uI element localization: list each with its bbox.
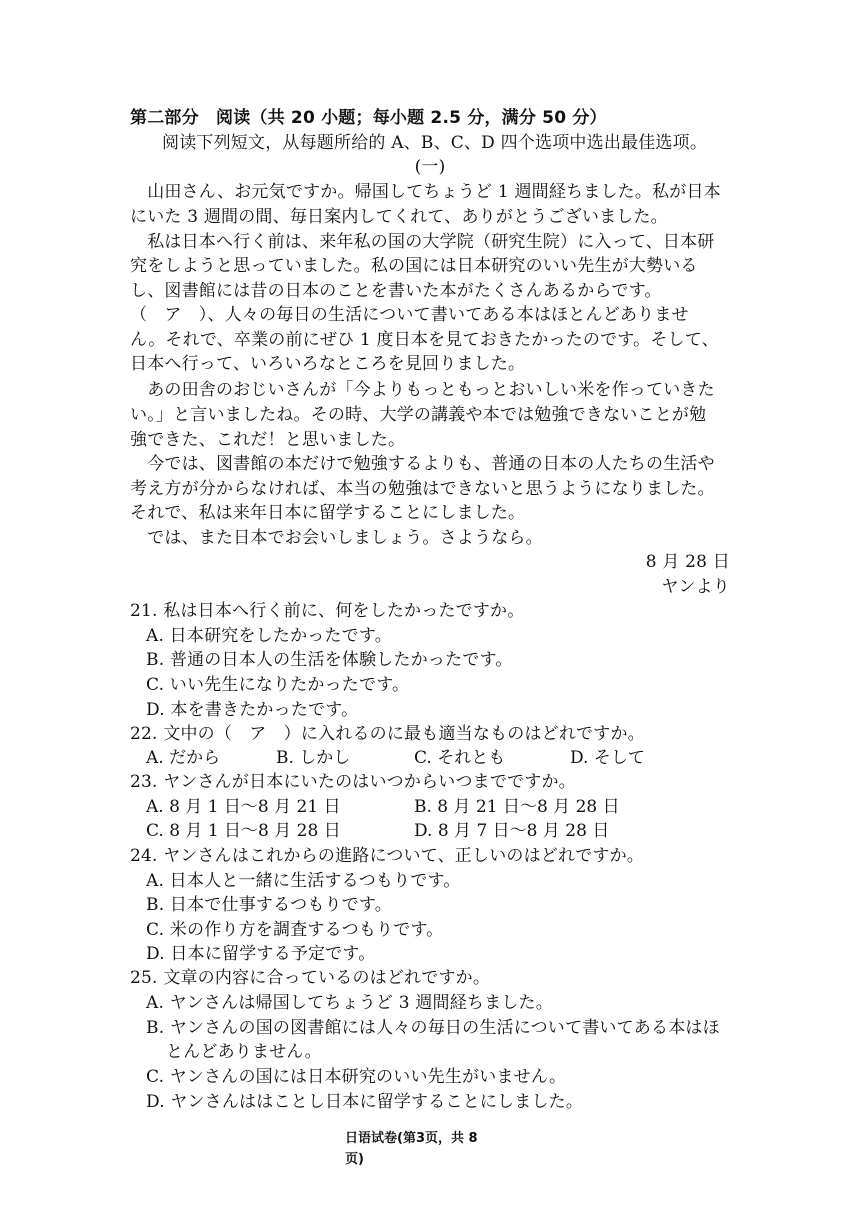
- question-21-stem: 21. 私は日本へ行く前に、何をしたかったですか。: [130, 601, 525, 621]
- passage-line: い。」と言いましたね。その時、大学の講義や本では勉強できないことが勉: [130, 405, 707, 425]
- question-24-option-c: C. 米の作り方を調査するつもりです。: [146, 920, 444, 940]
- question-24-stem: 24. ヤンさんはこれからの進路について、正しいのはどれですか。: [130, 846, 644, 866]
- question-23-option-a: A. 8 月 1 日～8 月 21 日: [146, 797, 341, 817]
- passage-line: （ ア ）、人々の毎日の生活について書いてある本はほとんどありませ: [130, 305, 689, 325]
- question-25-option-a: A. ヤンさんは帰国してちょうど 3 週間経ちました。: [146, 993, 553, 1013]
- passage-line: では、また日本でお会いしましょう。さようなら。: [130, 528, 543, 548]
- question-25-option-d: D. ヤンさんははことし日本に留学することにしました。: [146, 1092, 584, 1112]
- passage-line: にいた 3 週間の間、毎日案内してくれて、ありがとうございました。: [130, 207, 668, 227]
- letter-signature: ヤンより: [661, 577, 730, 597]
- page-footer-line-2: 页): [345, 1152, 364, 1167]
- section-heading: 第二部分 阅读（共 20 小题；每小题 2.5 分，满分 50 分）: [130, 108, 607, 128]
- question-22-option-d: D. そして: [570, 748, 645, 768]
- question-21-option-d: D. 本を書きたかったです。: [146, 700, 359, 720]
- question-25-option-b: B. ヤンさんの国の図書館には人々の毎日の生活について書いてある本はほ: [146, 1018, 720, 1038]
- question-25-option-b-continued: とんどありません。: [166, 1042, 322, 1062]
- passage-line: 私は日本へ行く前は、来年私の国の大学院（研究生院）に入って、日本研: [130, 232, 715, 252]
- question-22-stem: 22. 文中の（ ア ）に入れるのに最も適当なものはどれですか。: [130, 724, 645, 744]
- question-21-option-b: B. 普通の日本人の生活を体験したかったです。: [146, 650, 513, 670]
- question-23-option-b: B. 8 月 21 日～8 月 28 日: [414, 797, 620, 817]
- passage-line: それで、私は来年日本に留学することにしました。: [130, 503, 526, 523]
- section-instruction: 阅读下列短文，从每题所给的 A、B、C、D 四个选项中选出最佳选项。: [162, 133, 708, 153]
- passage-number: (一): [414, 157, 446, 177]
- question-22-option-b: B. しかし: [276, 748, 351, 768]
- passage-line: 日本へ行って、いろいろなところを見回りました。: [130, 354, 526, 374]
- passage-line: 今では、図書館の本だけで勉強するよりも、普通の日本の人たちの生活や: [130, 454, 715, 474]
- question-23-option-c: C. 8 月 1 日～8 月 28 日: [146, 821, 341, 841]
- passage-line: 山田さん、お元気ですか。帰国してちょうど 1 週間経ちました。私が日本: [130, 182, 721, 202]
- question-25-option-c: C. ヤンさんの国には日本研究のいい先生がいません。: [146, 1067, 567, 1087]
- passage-line: し、図書館には昔の日本のことを書いた本がたくさんあるからです。: [130, 281, 662, 301]
- passage-line: あの田舎のおじいさんが「今よりもっともっとおいしい米を作っていきた: [130, 380, 715, 400]
- passage-line: 強できた、これだ！と思いました。: [130, 430, 406, 450]
- passage-line: ん。それで、卒業の前にぜひ 1 度日本を見ておきたかったのです。そして、: [130, 330, 719, 350]
- question-25-stem: 25. 文章の内容に合っているのはどれですか。: [130, 968, 491, 988]
- question-24-option-a: A. 日本人と一緒に生活するつもりです。: [146, 871, 461, 891]
- question-21-option-a: A. 日本研究をしたかったです。: [146, 626, 392, 646]
- question-22-option-c: C. それとも: [414, 748, 506, 768]
- question-23-option-d: D. 8 月 7 日～8 月 28 日: [414, 821, 610, 841]
- letter-date: 8 月 28 日: [645, 552, 730, 572]
- page-footer-line-1: 日语试卷(第3页，共 8: [345, 1131, 478, 1146]
- question-24-option-d: D. 日本に留学する予定です。: [146, 944, 376, 964]
- question-22-option-a: A. だから: [146, 748, 221, 768]
- passage-line: 究をしようと思っていました。私の国には日本研究のいい先生が大勢いる: [130, 256, 698, 276]
- question-21-option-c: C. いい先生になりたかったです。: [146, 675, 410, 695]
- passage-line: 考え方が分からなければ、本当の勉強はできないと思うようになりました。: [130, 479, 715, 499]
- question-23-stem: 23. ヤンさんが日本にいたのはいつからいつまでですか。: [130, 772, 576, 792]
- question-24-option-b: B. 日本で仕事するつもりです。: [146, 895, 392, 915]
